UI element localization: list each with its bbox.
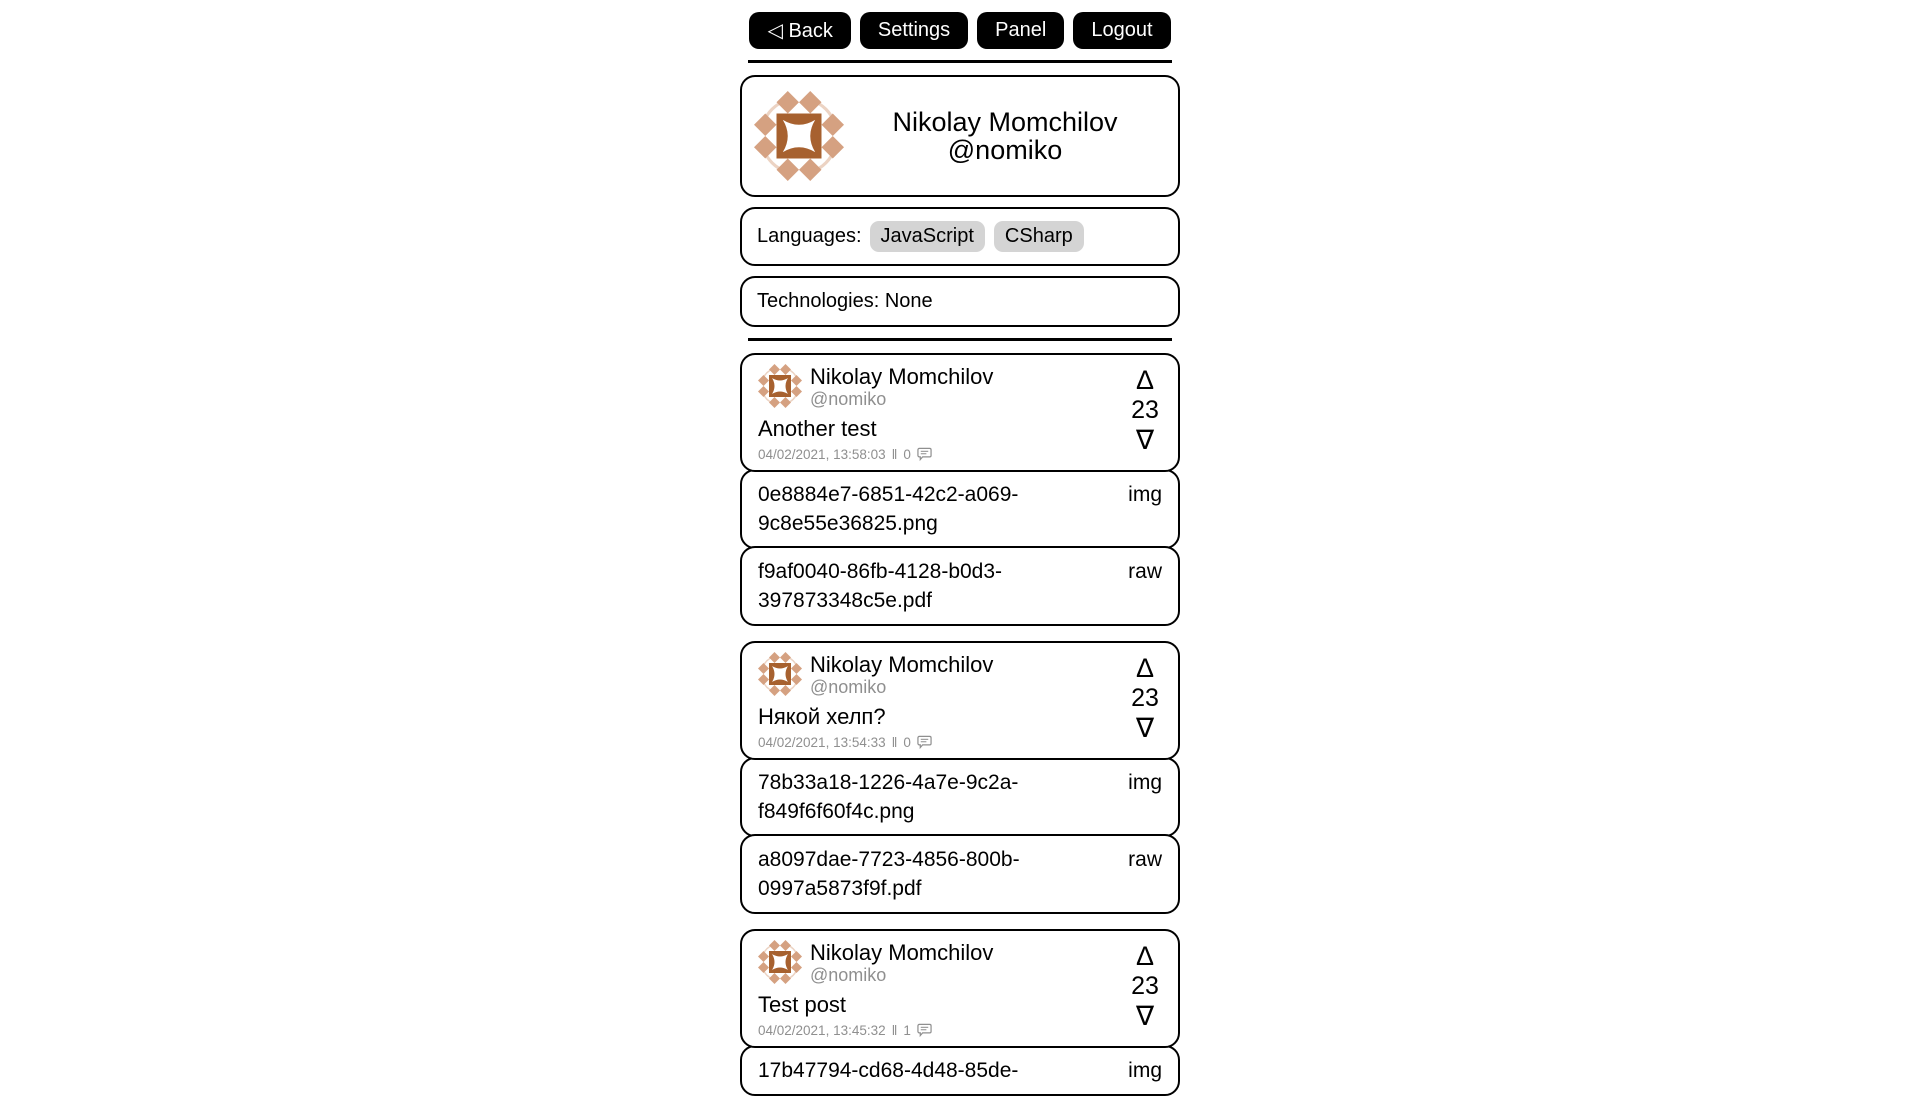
comment-bubble-icon (917, 735, 932, 750)
attachment-type-label: raw (1128, 848, 1162, 871)
post-author-handle: @nomiko (810, 965, 887, 985)
post-group (740, 641, 1180, 914)
divider (748, 338, 1172, 341)
attachment-type-label: img (1128, 1059, 1162, 1082)
attachment-row[interactable] (740, 469, 1180, 549)
post-meta (758, 1022, 1162, 1038)
downvote-button[interactable]: ∇ (1135, 425, 1155, 455)
vote-column (1126, 943, 1164, 1030)
attachment-filename: 78b33a18-1226-4a7e-9c2a-f849f6f60f4c.png (758, 771, 1019, 823)
downvote-button[interactable]: ∇ (1135, 1001, 1155, 1031)
comment-bubble-icon (917, 447, 932, 462)
post-header (758, 652, 1162, 698)
vote-count: 23 (1131, 684, 1159, 712)
post-group (740, 353, 1180, 626)
attachment-type-label: img (1128, 483, 1162, 506)
divider (748, 60, 1172, 63)
comment-count: 0 (903, 734, 911, 750)
post-author-name: Nikolay Momchilov (810, 364, 994, 389)
downvote-button[interactable]: ∇ (1135, 713, 1155, 743)
back-label: Back (788, 20, 833, 42)
languages-card (740, 207, 1180, 266)
attachment-row[interactable] (740, 1045, 1180, 1096)
post-meta (758, 446, 1162, 462)
post-author-block (810, 364, 993, 410)
technologies-card (740, 276, 1180, 327)
post-author-handle: @nomiko (810, 677, 887, 697)
post-card[interactable] (740, 641, 1180, 760)
attachment-list (740, 757, 1180, 914)
post-author-block (810, 940, 993, 986)
post-title: Test post (758, 992, 847, 1017)
post-author-avatar (758, 652, 810, 696)
back-button[interactable] (749, 12, 850, 49)
post-title: Another test (758, 416, 877, 441)
settings-button[interactable]: Settings (860, 12, 968, 49)
post-author-avatar (758, 940, 810, 984)
attachment-type-label: img (1128, 771, 1162, 794)
vote-count: 23 (1131, 396, 1159, 424)
meta-separator: ‖ (891, 1022, 898, 1038)
technologies-label: Technologies: None (757, 290, 933, 312)
upvote-button[interactable]: Δ (1135, 365, 1155, 395)
profile-page (740, 0, 1180, 1096)
post-card[interactable] (740, 929, 1180, 1048)
post-card[interactable] (740, 353, 1180, 472)
attachment-list (740, 1045, 1180, 1096)
attachment-filename: 17b47794-cd68-4d48-85de- (758, 1059, 1019, 1082)
profile-avatar (754, 91, 844, 181)
language-tag: JavaScript (870, 221, 985, 252)
post-header (758, 940, 1162, 986)
post-author-avatar (758, 364, 810, 408)
profile-handle: @nomiko (947, 135, 1063, 165)
posts-feed (740, 353, 1180, 1096)
profile-name-block (844, 108, 1166, 165)
language-tag: CSharp (994, 221, 1084, 252)
upvote-button[interactable]: Δ (1135, 941, 1155, 971)
comment-count: 0 (903, 446, 911, 462)
post-group (740, 929, 1180, 1096)
attachment-row[interactable] (740, 757, 1180, 837)
attachment-list (740, 469, 1180, 626)
attachment-filename: 0e8884e7-6851-42c2-a069-9c8e55e36825.png (758, 483, 1019, 535)
attachment-filename: f9af0040-86fb-4128-b0d3-397873348c5e.pdf (758, 560, 1003, 612)
post-timestamp: 04/02/2021, 13:58:03 (758, 446, 886, 462)
toolbar (740, 12, 1180, 49)
post-header (758, 364, 1162, 410)
comment-bubble-icon (917, 1023, 932, 1038)
post-author-name: Nikolay Momchilov (810, 652, 994, 677)
post-timestamp: 04/02/2021, 13:45:32 (758, 1022, 886, 1038)
attachment-row[interactable] (740, 834, 1180, 914)
post-meta (758, 734, 1162, 750)
post-title: Някой хелп? (758, 704, 886, 729)
post-author-block (810, 652, 993, 698)
logout-button[interactable]: Logout (1073, 12, 1170, 49)
vote-column (1126, 655, 1164, 742)
post-author-handle: @nomiko (810, 389, 887, 409)
profile-name: Nikolay Momchilov (892, 106, 1118, 137)
meta-separator: ‖ (891, 446, 898, 462)
profile-card (740, 75, 1180, 197)
languages-label: Languages: (757, 225, 862, 247)
vote-count: 23 (1131, 972, 1159, 1000)
upvote-button[interactable]: Δ (1135, 653, 1155, 683)
language-tags (870, 221, 1084, 252)
meta-separator: ‖ (891, 734, 898, 750)
attachment-filename: a8097dae-7723-4856-800b-0997a5873f9f.pdf (758, 848, 1020, 900)
panel-button[interactable]: Panel (977, 12, 1064, 49)
vote-column (1126, 367, 1164, 454)
comment-count: 1 (903, 1022, 911, 1038)
post-author-name: Nikolay Momchilov (810, 940, 994, 965)
attachment-type-label: raw (1128, 560, 1162, 583)
post-timestamp: 04/02/2021, 13:54:33 (758, 734, 886, 750)
attachment-row[interactable] (740, 546, 1180, 626)
back-icon: ◁ (767, 20, 783, 42)
